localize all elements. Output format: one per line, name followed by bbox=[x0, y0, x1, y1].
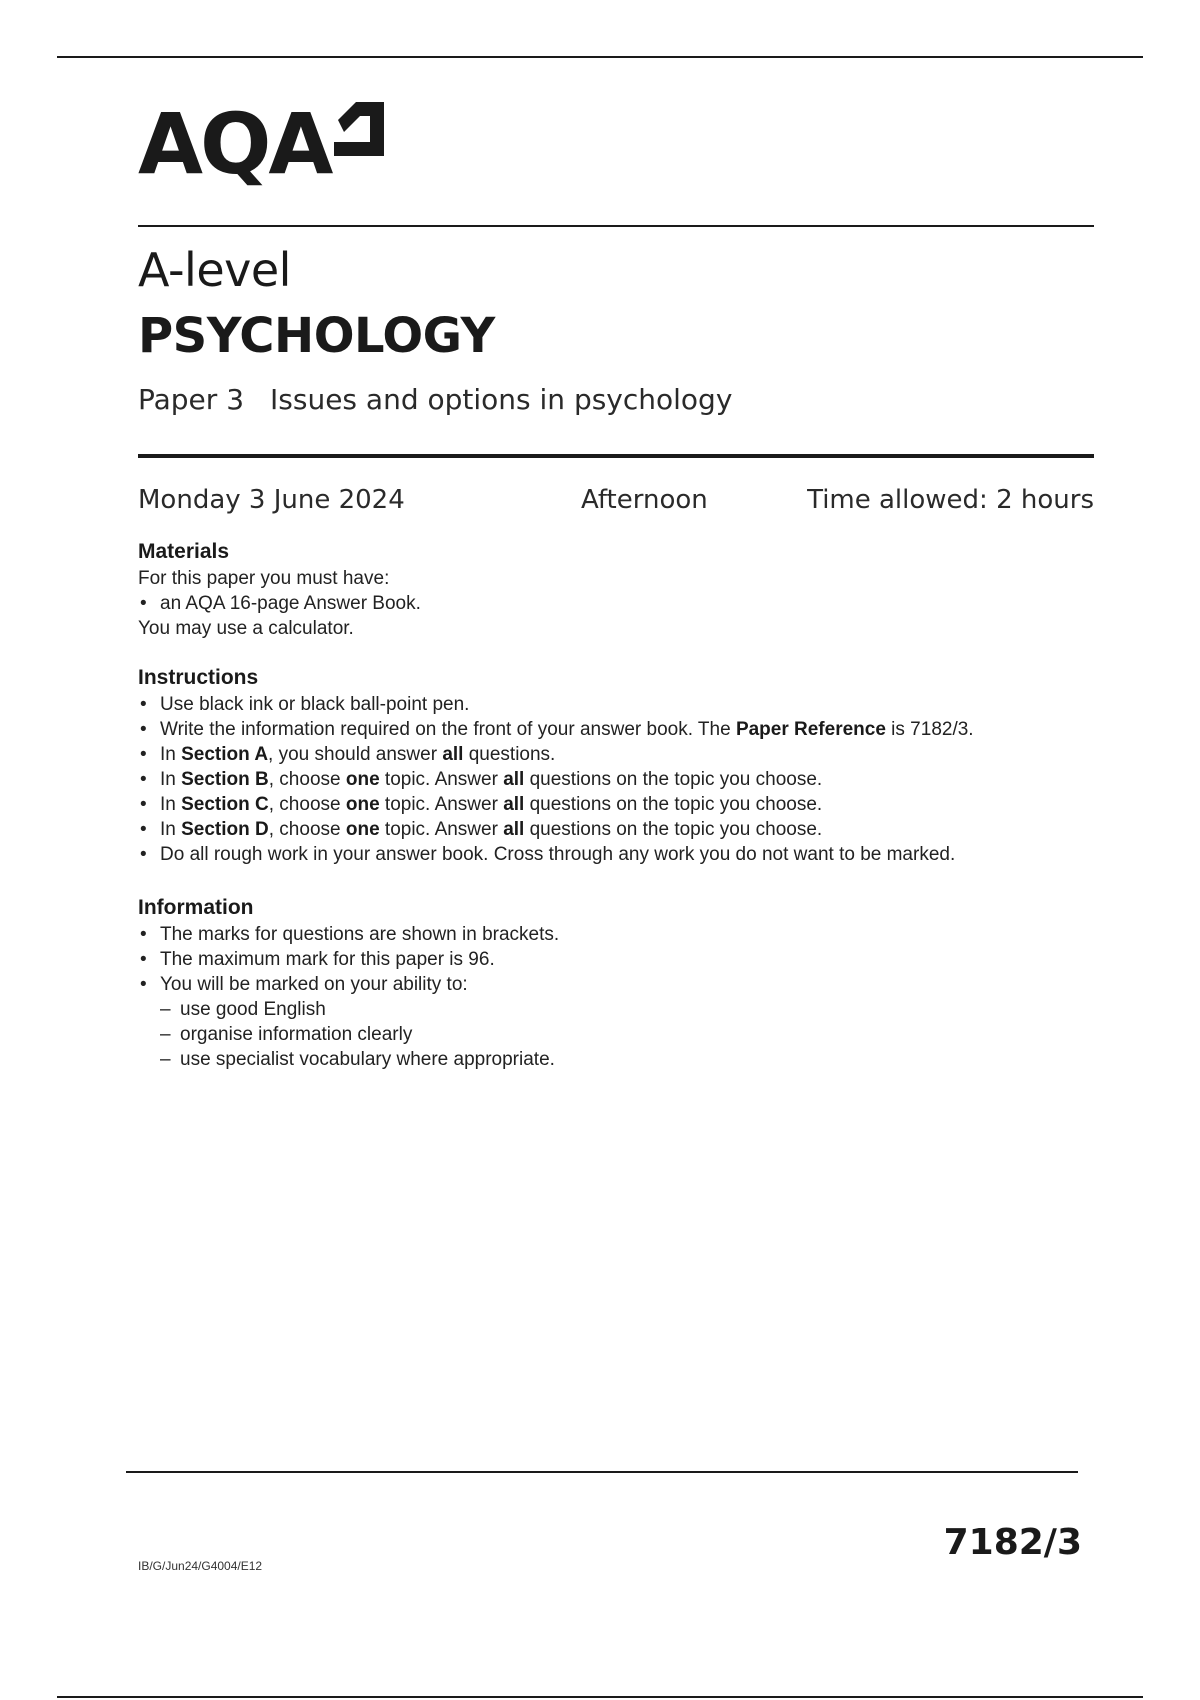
exam-cover-page bbox=[138, 0, 1094, 1700]
list-subitem: – use good English bbox=[138, 997, 1094, 1022]
paper-reference: 7182/3 bbox=[943, 1522, 1082, 1563]
instructions-heading: Instructions bbox=[138, 666, 259, 689]
list-item: • Use black ink or black ball-point pen. bbox=[138, 692, 1094, 717]
information-heading: Information bbox=[138, 896, 254, 919]
bottom-border-rule bbox=[57, 1696, 1143, 1698]
list-item: • The marks for questions are shown in brackets. bbox=[138, 922, 1094, 947]
list-item: • In Section C, choose one topic. Answer all questions on the topic you choose. bbox=[138, 792, 1094, 817]
list-item: • In Section B, choose one topic. Answer all questions on the topic you choose. bbox=[138, 767, 1094, 792]
materials-list bbox=[138, 591, 1094, 616]
list-subitem: – organise information clearly bbox=[138, 1022, 1094, 1047]
paper-title-line bbox=[138, 380, 732, 420]
paper-number: Paper 3 bbox=[138, 383, 245, 416]
exam-date: Monday 3 June 2024 bbox=[138, 485, 405, 515]
document-code: IB/G/Jun24/G4004/E12 bbox=[138, 1559, 263, 1573]
list-item: • In Section A, you should answer all questions. bbox=[138, 742, 1094, 767]
instructions-list bbox=[138, 692, 1094, 867]
time-allowed: Time allowed: 2 hours bbox=[807, 485, 1094, 515]
list-subitem: – use specialist vocabulary where appropriate. bbox=[138, 1047, 1094, 1072]
information-section bbox=[138, 894, 1094, 1072]
aqa-swoosh-logo-icon bbox=[334, 100, 386, 156]
information-list bbox=[138, 922, 1094, 1072]
list-item: • The maximum mark for this paper is 96. bbox=[138, 947, 1094, 972]
materials-note: You may use a calculator. bbox=[138, 618, 354, 639]
list-item: • an AQA 16-page Answer Book. bbox=[138, 591, 1094, 616]
materials-heading: Materials bbox=[138, 540, 230, 563]
paper-title: Issues and options in psychology bbox=[270, 383, 733, 416]
exam-level: A-level bbox=[138, 243, 291, 297]
materials-intro: For this paper you must have: bbox=[138, 568, 390, 589]
list-item: • Do all rough work in your answer book. Cross through any work you do not want to be marked. bbox=[138, 842, 1094, 867]
title-divider-top bbox=[138, 225, 1094, 227]
list-item: • In Section D, choose one topic. Answer all questions on the topic you choose. bbox=[138, 817, 1094, 842]
instructions-section bbox=[138, 664, 1094, 867]
footer-divider bbox=[126, 1471, 1078, 1473]
logo-text: AQA bbox=[138, 95, 331, 193]
exam-subject: PSYCHOLOGY bbox=[138, 308, 495, 364]
list-item: • You will be marked on your ability to: bbox=[138, 972, 1094, 997]
exam-meta-row bbox=[138, 480, 1094, 520]
aqa-logo bbox=[138, 96, 398, 192]
materials-section bbox=[138, 538, 1094, 641]
exam-session: Afternoon bbox=[581, 485, 708, 515]
title-divider-bottom bbox=[138, 454, 1094, 458]
list-item: • Write the information required on the front of your answer book. The Paper Reference is 7182/3. bbox=[138, 717, 1094, 742]
